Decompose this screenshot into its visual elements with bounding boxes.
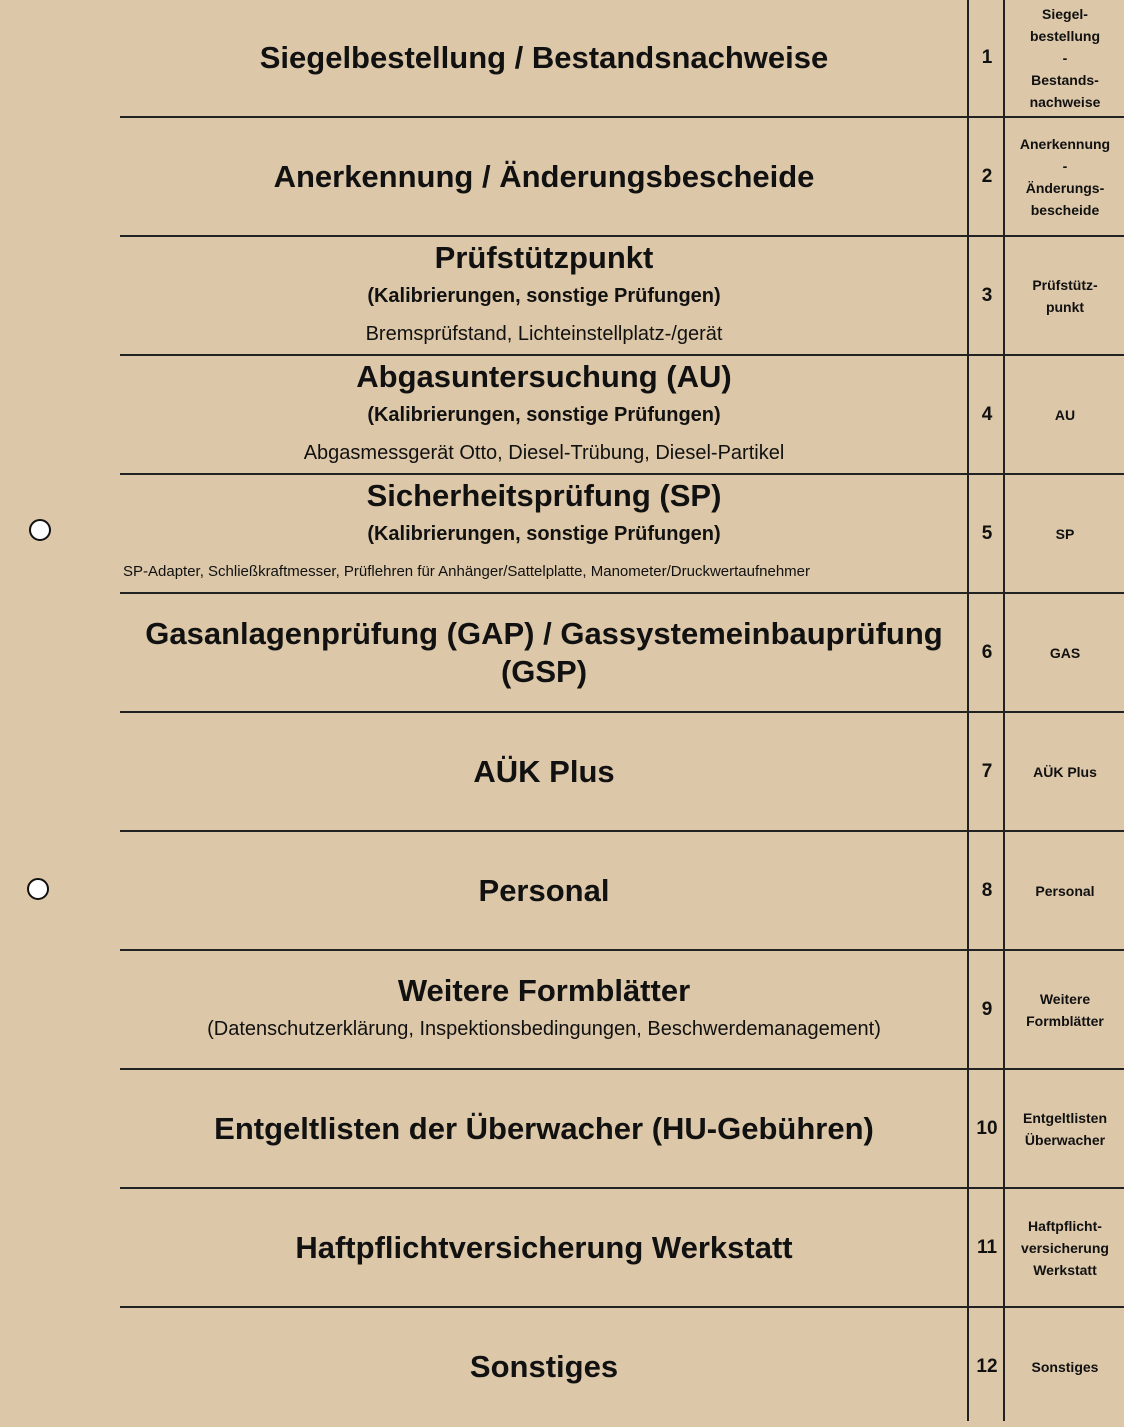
row-content xyxy=(120,1189,968,1306)
row-number: 4 xyxy=(981,403,993,425)
row-content xyxy=(120,237,968,354)
divider-left xyxy=(967,0,969,1421)
row-detail: Abgasmessgerät Otto, Diesel-Trübung, Diesel-Partikel xyxy=(303,441,785,464)
register-row xyxy=(0,594,1124,713)
row-content xyxy=(120,594,968,711)
row-subtitle: (Kalibrierungen, sonstige Prüfungen) xyxy=(367,522,721,545)
row-content xyxy=(120,118,968,235)
tab-label: Haftpflicht- versicherung Werkstatt xyxy=(1021,1217,1109,1278)
row-number: 3 xyxy=(981,284,993,306)
tab-label: Weitere Formblätter xyxy=(1026,990,1104,1029)
tab-label: SP xyxy=(1055,525,1075,542)
row-title: Gasanlagenprüfung (GAP) / Gassystemeinbauprüfung (GSP) xyxy=(145,615,943,689)
row-number: 2 xyxy=(981,165,993,187)
row-content xyxy=(120,1070,968,1187)
row-title: Sonstiges xyxy=(469,1348,619,1384)
row-number: 7 xyxy=(981,760,993,782)
tab-label: Sonstiges xyxy=(1031,1358,1099,1375)
register-row xyxy=(0,356,1124,475)
row-number: 5 xyxy=(981,522,993,544)
row-number: 10 xyxy=(976,1117,998,1139)
row-content xyxy=(120,713,968,830)
tab-label: AÜK Plus xyxy=(1033,763,1097,780)
row-content xyxy=(120,0,968,116)
row-detail: (Datenschutzerklärung, Inspektionsbedingungen, Beschwerdemanagement) xyxy=(207,1017,881,1040)
row-title: Prüfstützpunkt xyxy=(434,239,654,275)
register-row xyxy=(0,237,1124,356)
row-number: 9 xyxy=(981,998,993,1020)
row-title: Entgeltlisten der Überwacher (HU-Gebühren) xyxy=(214,1110,874,1146)
register-row xyxy=(0,713,1124,832)
row-title: Haftpflichtversicherung Werkstatt xyxy=(295,1229,793,1265)
tab-label: Entgeltlisten Überwacher xyxy=(1022,1109,1107,1148)
tab-label: Personal xyxy=(1035,882,1095,899)
register-row xyxy=(0,1308,1124,1427)
register-row xyxy=(0,475,1124,594)
row-content xyxy=(120,951,968,1068)
tab-label: Anerkennung - Änderungs- bescheide xyxy=(1019,135,1111,218)
register-row xyxy=(0,832,1124,951)
row-content xyxy=(120,356,968,473)
row-number: 11 xyxy=(976,1236,998,1258)
tab-label: GAS xyxy=(1049,644,1081,661)
row-number: 12 xyxy=(976,1355,998,1377)
row-content xyxy=(120,832,968,949)
row-subtitle: (Kalibrierungen, sonstige Prüfungen) xyxy=(367,403,721,426)
row-content xyxy=(120,1308,968,1425)
row-number: 8 xyxy=(981,879,993,901)
tab-label: Siegel- bestellung - Bestands- nachweise xyxy=(1029,5,1101,110)
register-row xyxy=(0,951,1124,1070)
row-title: Siegelbestellung / Bestandsnachweise xyxy=(259,39,829,75)
row-title: Personal xyxy=(478,872,610,908)
tab-label: AU xyxy=(1054,406,1076,423)
row-number: 1 xyxy=(981,46,993,68)
row-title: Anerkennung / Änderungsbescheide xyxy=(273,158,815,194)
row-detail: SP-Adapter, Schließkraftmesser, Prüflehren für Anhänger/Sattelplatte, Manometer/Druckwertaufnehmer xyxy=(123,562,810,580)
row-number: 6 xyxy=(981,641,993,663)
row-detail: Bremsprüfstand, Lichteinstellplatz-/gerät xyxy=(365,322,723,345)
row-title: Sicherheitsprüfung (SP) xyxy=(366,477,722,513)
row-subtitle: (Kalibrierungen, sonstige Prüfungen) xyxy=(367,284,721,307)
row-title: Abgasuntersuchung (AU) xyxy=(356,358,732,394)
divider-right xyxy=(1003,0,1005,1421)
tab-label: Prüfstütz- punkt xyxy=(1032,276,1098,315)
register-row xyxy=(0,1189,1124,1308)
register-row xyxy=(0,1070,1124,1189)
register-row xyxy=(0,118,1124,237)
row-content xyxy=(120,475,968,592)
row-title: AÜK Plus xyxy=(473,753,615,789)
register-row xyxy=(0,0,1124,118)
row-title: Weitere Formblätter xyxy=(397,972,691,1008)
